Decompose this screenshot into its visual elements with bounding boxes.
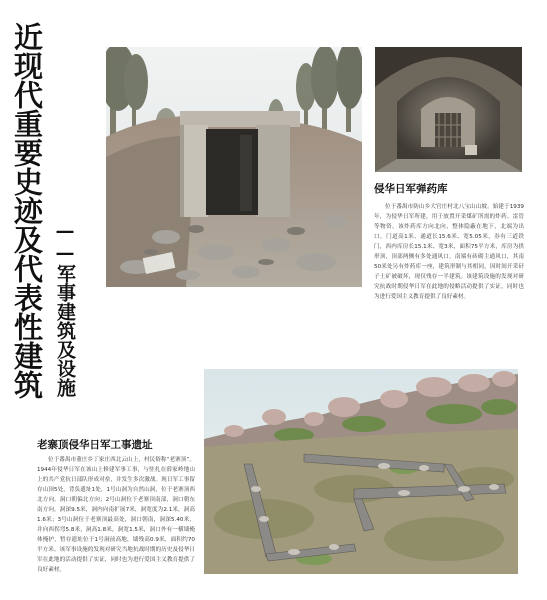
photo-bunker-interior bbox=[375, 47, 522, 172]
section-title-laozhaiding-fortification: 老寨顶侵华日军工事遗址 bbox=[37, 439, 153, 451]
section-body-laozhaiding-fortification: 位于番禺市董庄乡丁家庄西北云山上，村民俗称“老寨顶”。1944年侵华日军在该山上修建军事工事，与驻扎在薛家岭地山上的共产党抗日部队形成对垒，并发生多次激战。现日军工事留存山顶5处，背负遗址1处，1号山洞为自然山洞，位于老寨顶西北方向。洞口朝偏北方向；2号山洞位于老寨顶南部，洞口朝东南方向，洞深9.5米，洞内向南扩展7米，洞宽度为2.1米，洞高1.6米；3号山洞位于老寨顶最高处，洞口朝南，洞深5.40米，并向西拐弯5.8米，洞高1.8米，洞宽1.5米，洞口外有一横墙掩体掩护，暂存遗址位于1号洞前高地，墙残高0.9米，面积约70平方米。该军事设施的发现对研究当地抗战时期的历史及侵华日军在此地的活动提供了实证，同时也为进行爱国主义教育提供了良好素材。 bbox=[37, 457, 195, 573]
page-subtitle: ——军事建筑及设施 bbox=[54, 220, 76, 397]
photo-bunker-entrance bbox=[106, 47, 362, 287]
page-title: 近现代重要史迹及代表性建筑 bbox=[10, 22, 44, 399]
section-body-ammunition-depot: 位于番禺市防山乡大官庄村北八宝山山坡。始建于1939年，为侵华日军所建，用于放置开采煤矿所需的炸药、雷管等物资。该炸药库方向北向，整体隐蔽在地下，北端为出口，门道高1米、通道长15.6米、宽5.05米，券有三道铁门，西内库房长15.1米、宽3米，面积75平方米，库房为拱形顶，顶部两侧有多处通风口，南端有砖砌主通风口，其南50米处另有炸药库一座，建筑形制与其相同，因时间开采矸子土矿被破坏，现仅残存一半建筑。该建筑设施的发现对研究抗战时期侵华日军在此地的侵略活动提供了实证，同时也为进行爱国主义教育提供了良好素材。 bbox=[374, 204, 524, 300]
section-title-ammunition-depot: 侵华日军弹药库 bbox=[374, 183, 448, 195]
photo-fortification-ruins bbox=[204, 369, 518, 574]
